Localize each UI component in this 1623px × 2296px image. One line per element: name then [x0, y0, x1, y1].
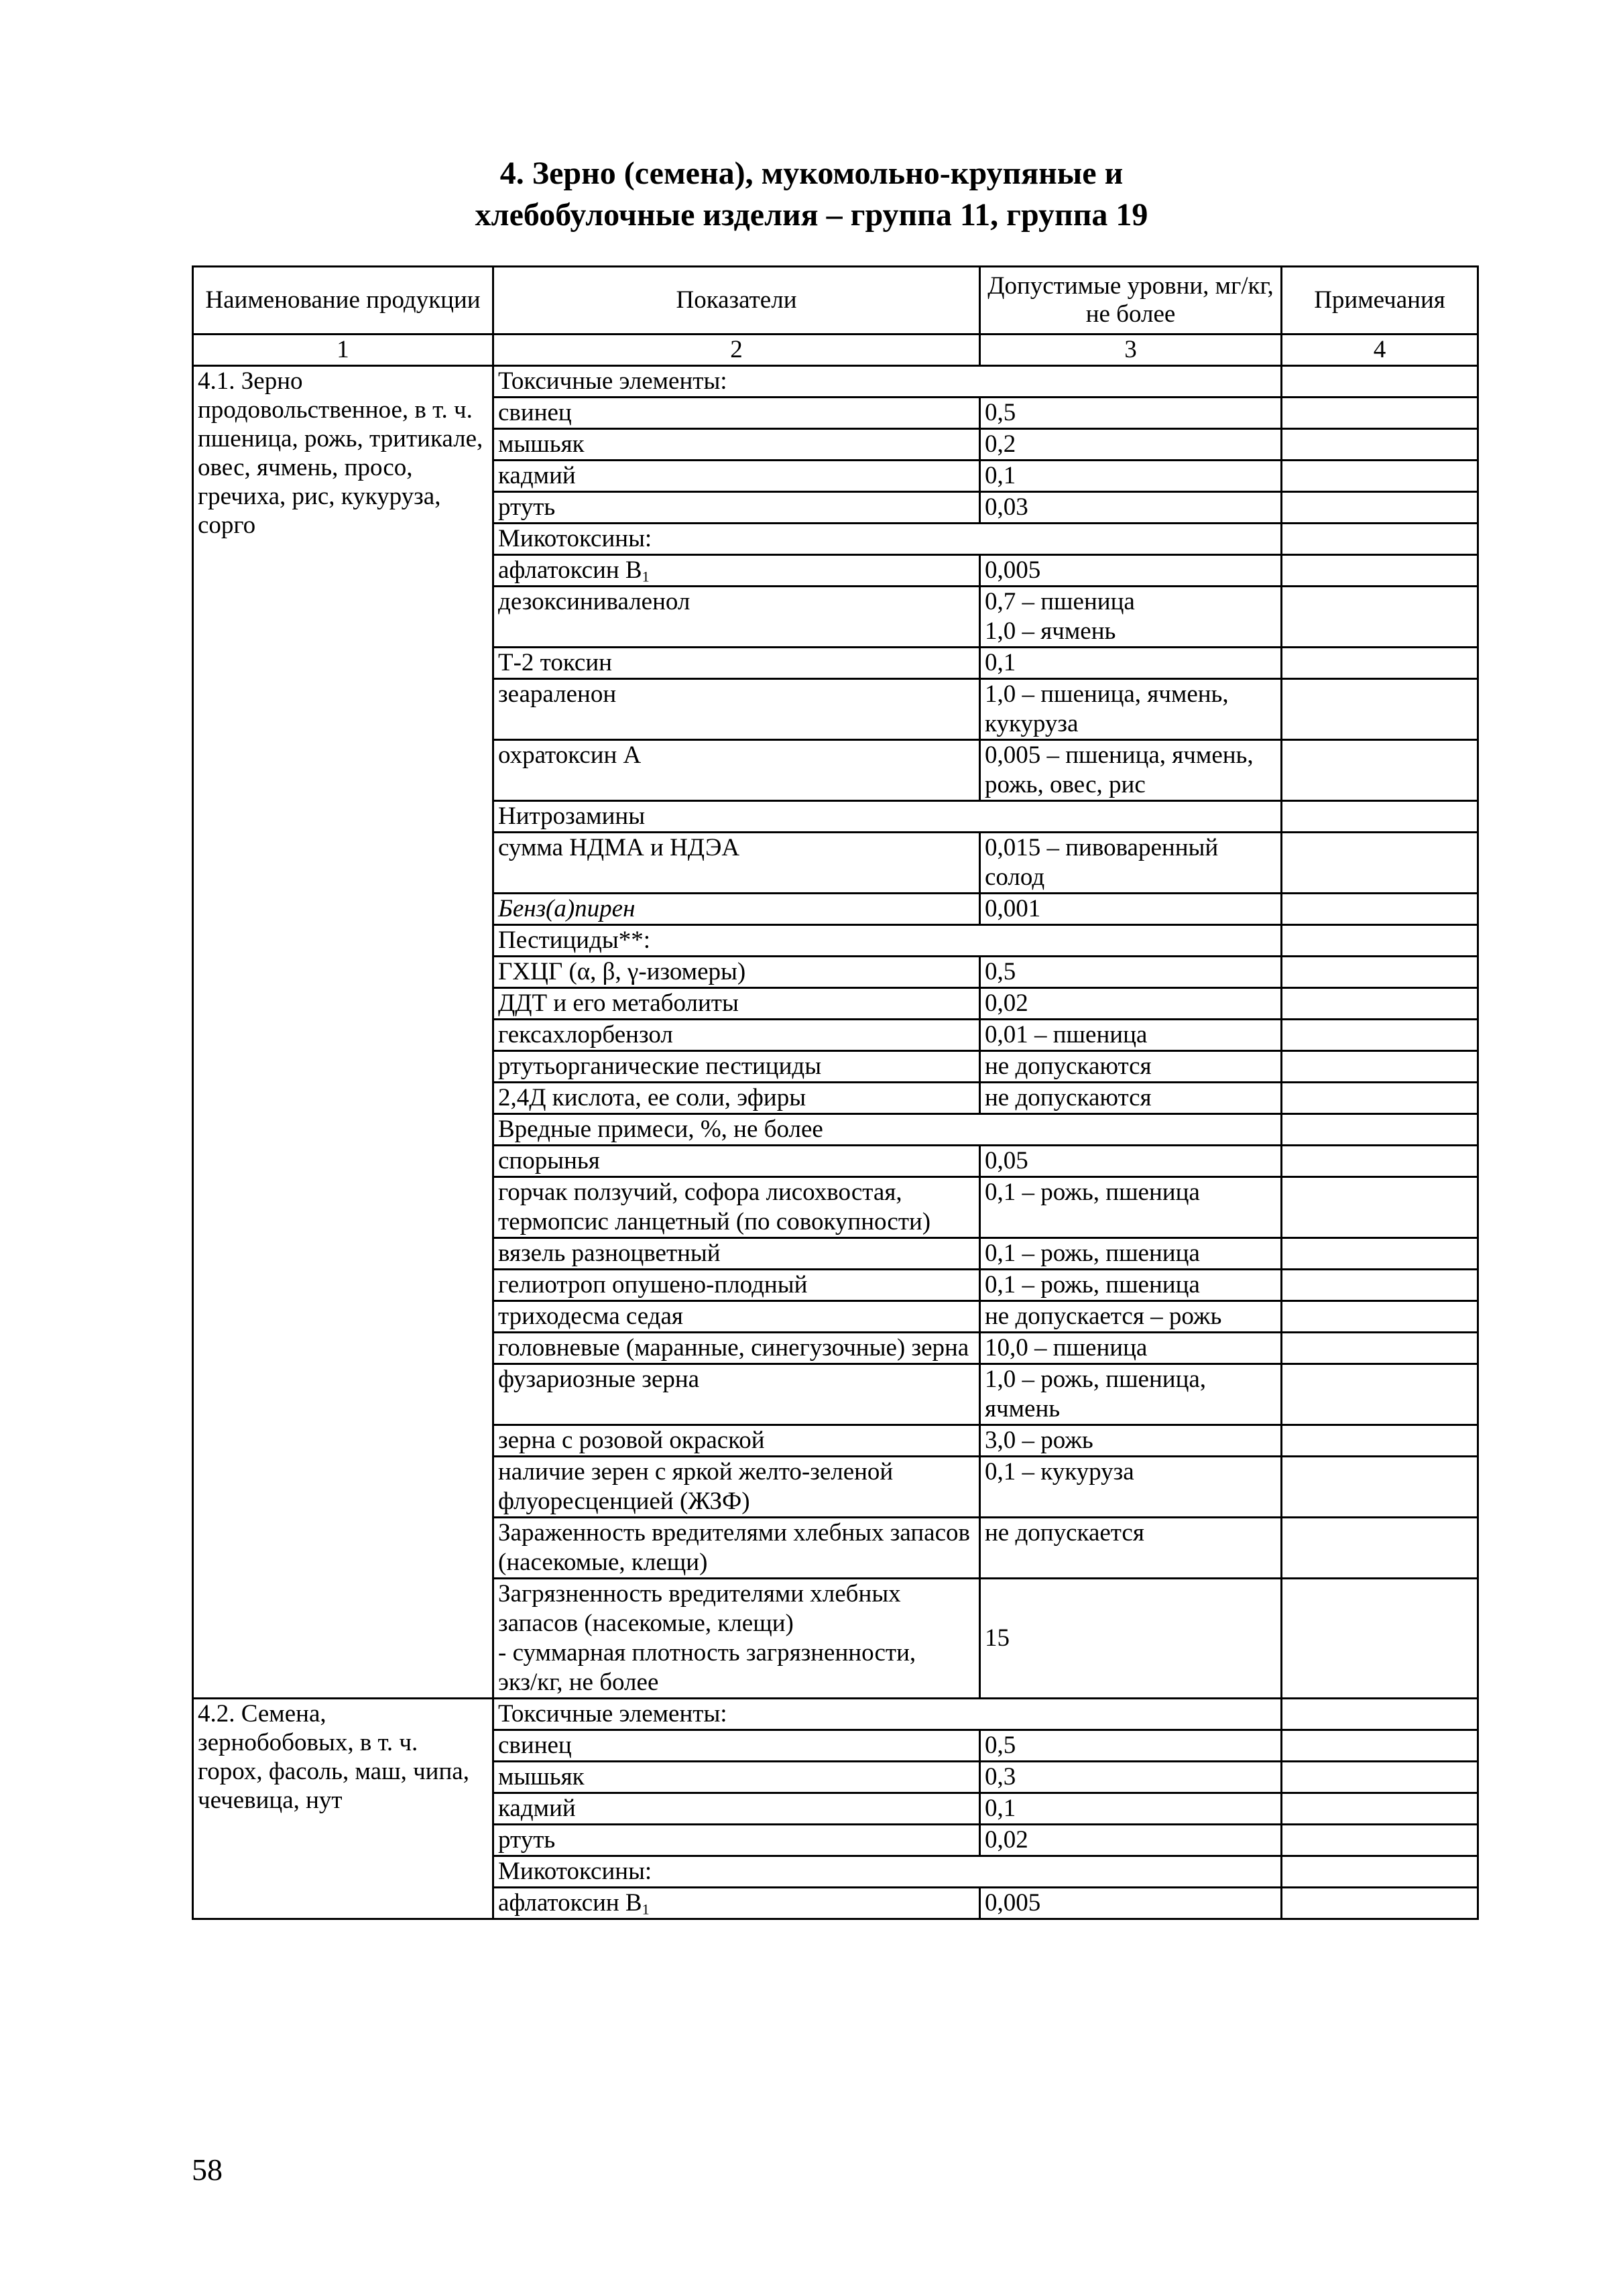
level-value: 0,1	[980, 461, 1282, 492]
notes-cell	[1282, 1888, 1478, 1919]
notes-cell	[1282, 957, 1478, 988]
indicator-cell	[493, 894, 980, 925]
level-value: 0,005	[980, 555, 1282, 587]
notes-cell	[1282, 366, 1478, 398]
indicator-subscript: 1	[642, 1900, 650, 1918]
level-value: 0,03	[980, 492, 1282, 524]
notes-cell	[1282, 925, 1478, 957]
notes-cell	[1282, 1051, 1478, 1083]
section-row	[193, 366, 1478, 398]
notes-cell	[1282, 988, 1478, 1020]
level-value: 0,1 – рожь, пшеница	[980, 1270, 1282, 1301]
notes-cell	[1282, 1270, 1478, 1301]
indicator-cell	[493, 398, 980, 429]
indicator-subscript: 1	[642, 568, 650, 585]
notes-cell	[1282, 555, 1478, 587]
indicator-cell	[493, 555, 980, 587]
column-number: 4	[1282, 335, 1478, 366]
indicator-name: триходесма седая	[498, 1303, 683, 1330]
notes-cell	[1282, 740, 1478, 801]
indicator-cell	[493, 648, 980, 679]
notes-cell	[1282, 1114, 1478, 1146]
section-heading: Микотоксины:	[493, 524, 1282, 555]
title-line-2: хлебобулочные изделия – группа 11, группа 19	[475, 197, 1148, 233]
indicator-name: афлатоксин B	[498, 556, 642, 584]
notes-cell	[1282, 1518, 1478, 1579]
notes-cell	[1282, 492, 1478, 524]
indicator-name: ГХЦГ (α, β, γ-изомеры)	[498, 958, 746, 985]
indicator-cell	[493, 1425, 980, 1457]
indicator-cell	[493, 1177, 980, 1238]
indicator-name: спорынья	[498, 1147, 600, 1174]
indicator-name: зерна с розовой окраской	[498, 1427, 765, 1454]
level-value: 0,5	[980, 957, 1282, 988]
notes-cell	[1282, 524, 1478, 555]
indicator-cell	[493, 679, 980, 740]
notes-cell	[1282, 894, 1478, 925]
indicator-name: ртуть	[498, 1826, 556, 1854]
level-value: 1,0 – пшеница, ячмень, кукуруза	[980, 679, 1282, 740]
indicator-cell	[493, 1825, 980, 1856]
level-value: 1,0 – рожь, пшеница, ячмень	[980, 1364, 1282, 1425]
notes-cell	[1282, 833, 1478, 894]
page-number: 58	[192, 2153, 223, 2187]
indicator-cell	[493, 1457, 980, 1518]
column-number: 2	[493, 335, 980, 366]
indicator-cell	[493, 492, 980, 524]
indicator-name: фузариозные зерна	[498, 1366, 700, 1393]
indicator-name: головневые (маранные, синегузочные) зерна	[498, 1334, 969, 1362]
product-name: 4.2. Семена, зернобобовых, в т. ч. горох, фасоль, маш, чипа, чечевица, нут	[193, 1699, 493, 1919]
indicator-cell	[493, 1888, 980, 1919]
column-number: 1	[193, 335, 493, 366]
notes-cell	[1282, 1856, 1478, 1888]
indicator-name: свинец	[498, 1732, 572, 1759]
notes-cell	[1282, 1762, 1478, 1793]
indicator-cell	[493, 833, 980, 894]
level-value: 0,005 – пшеница, ячмень, рожь, овес, рис	[980, 740, 1282, 801]
section-row	[193, 1699, 1478, 1730]
indicator-cell	[493, 1051, 980, 1083]
level-value: 10,0 – пшеница	[980, 1333, 1282, 1364]
level-value: 0,1 – рожь, пшеница	[980, 1238, 1282, 1270]
indicator-name: ДДТ и его метаболиты	[498, 989, 739, 1017]
indicator-name: зеараленон	[498, 680, 617, 708]
level-value: не допускается	[980, 1518, 1282, 1579]
level-value: 0,1 – кукуруза	[980, 1457, 1282, 1518]
notes-cell	[1282, 1020, 1478, 1051]
indicator-name: кадмий	[498, 1795, 576, 1822]
section-heading: Токсичные элементы:	[493, 366, 1282, 398]
notes-cell	[1282, 1825, 1478, 1856]
level-value: 0,5	[980, 398, 1282, 429]
indicator-cell	[493, 1579, 980, 1699]
notes-cell	[1282, 1333, 1478, 1364]
norms-table	[192, 265, 1479, 1920]
indicator-cell	[493, 1364, 980, 1425]
notes-cell	[1282, 679, 1478, 740]
indicator-name: дезоксиниваленол	[498, 588, 690, 615]
title-line-1: 4. Зерно (семена), мукомольно-крупяные и	[499, 156, 1124, 191]
product-name: 4.1. Зерно продовольственное, в т. ч. пшеница, рожь, тритикале, овес, ячмень, просо, гречиха, рис, кукуруза, сорго	[193, 366, 493, 1699]
header-product: Наименование продукции	[193, 267, 493, 335]
indicator-name: Зараженность вредителями хлебных запасов (насекомые, клещи)	[498, 1519, 970, 1576]
indicator-cell	[493, 1083, 980, 1114]
level-value: 0,1	[980, 1793, 1282, 1825]
level-value: 0,05	[980, 1146, 1282, 1177]
level-value: 0,005	[980, 1888, 1282, 1919]
notes-cell	[1282, 1146, 1478, 1177]
level-value: не допускается – рожь	[980, 1301, 1282, 1333]
indicator-name: мышьяк	[498, 1763, 585, 1791]
indicator-cell	[493, 1762, 980, 1793]
indicator-cell	[493, 1238, 980, 1270]
notes-cell	[1282, 461, 1478, 492]
indicator-name: сумма НДМА и НДЭА	[498, 834, 740, 861]
indicator-cell	[493, 1793, 980, 1825]
level-value: не допускаются	[980, 1051, 1282, 1083]
notes-cell	[1282, 648, 1478, 679]
notes-cell	[1282, 1425, 1478, 1457]
level-value: не допускаются	[980, 1083, 1282, 1114]
header-row	[193, 267, 1478, 335]
level-value: 3,0 – рожь	[980, 1425, 1282, 1457]
indicator-name: Бенз(а)пирен	[498, 895, 636, 922]
indicator-cell	[493, 429, 980, 461]
header-levels: Допустимые уровни, мг/кг, не более	[980, 267, 1282, 335]
notes-cell	[1282, 1177, 1478, 1238]
level-value: 0,3	[980, 1762, 1282, 1793]
header-indicators: Показатели	[493, 267, 980, 335]
indicator-cell	[493, 587, 980, 648]
table-body	[193, 366, 1478, 1919]
indicator-cell	[493, 1333, 980, 1364]
notes-cell	[1282, 1301, 1478, 1333]
indicator-cell	[493, 740, 980, 801]
indicator-name: гексахлорбензол	[498, 1021, 673, 1048]
page-title	[0, 153, 1623, 236]
indicator-cell	[493, 461, 980, 492]
notes-cell	[1282, 1730, 1478, 1762]
notes-cell	[1282, 1083, 1478, 1114]
indicator-name: 2,4Д кислота, ее соли, эфиры	[498, 1084, 806, 1111]
indicator-cell	[493, 1301, 980, 1333]
indicator-name: ртутьорганические пестициды	[498, 1052, 822, 1080]
indicator-name: вязель разноцветный	[498, 1240, 721, 1267]
indicator-name: гелиотроп опушено-плодный	[498, 1271, 808, 1298]
indicator-cell	[493, 957, 980, 988]
level-value: 0,7 – пшеница 1,0 – ячмень	[980, 587, 1282, 648]
indicator-name: наличие зерен с яркой желто-зеленой флуоресценцией (ЖЗФ)	[498, 1458, 894, 1515]
indicator-name: ртуть	[498, 493, 556, 521]
level-value: 0,02	[980, 1825, 1282, 1856]
level-value: 0,015 – пивоваренный солод	[980, 833, 1282, 894]
indicator-name: горчак ползучий, софора лисохвостая, термопсис ланцетный (по совокупности)	[498, 1179, 931, 1235]
notes-cell	[1282, 1457, 1478, 1518]
level-value: 0,5	[980, 1730, 1282, 1762]
notes-cell	[1282, 1238, 1478, 1270]
section-heading: Микотоксины:	[493, 1856, 1282, 1888]
notes-cell	[1282, 398, 1478, 429]
notes-cell	[1282, 429, 1478, 461]
notes-cell	[1282, 1579, 1478, 1699]
indicator-name: свинец	[498, 399, 572, 426]
section-heading: Нитрозамины	[493, 801, 1282, 833]
level-value: 0,02	[980, 988, 1282, 1020]
indicator-name: охратоксин А	[498, 741, 642, 769]
notes-cell	[1282, 1364, 1478, 1425]
indicator-cell	[493, 1020, 980, 1051]
section-heading: Вредные примеси, %, не более	[493, 1114, 1282, 1146]
level-value: 0,001	[980, 894, 1282, 925]
section-heading: Токсичные элементы:	[493, 1699, 1282, 1730]
notes-cell	[1282, 1699, 1478, 1730]
column-number-row	[193, 335, 1478, 366]
level-value: 0,2	[980, 429, 1282, 461]
column-number: 3	[980, 335, 1282, 366]
indicator-cell	[493, 1730, 980, 1762]
level-value: 15	[980, 1579, 1282, 1699]
level-value: 0,1	[980, 648, 1282, 679]
indicator-name: кадмий	[498, 462, 576, 489]
indicator-name: Т-2 токсин	[498, 649, 612, 676]
level-value: 0,1 – рожь, пшеница	[980, 1177, 1282, 1238]
indicator-cell	[493, 1518, 980, 1579]
header-notes: Примечания	[1282, 267, 1478, 335]
indicator-name: мышьяк	[498, 430, 585, 458]
section-heading: Пестициды**:	[493, 925, 1282, 957]
notes-cell	[1282, 1793, 1478, 1825]
indicator-name: афлатоксин B	[498, 1889, 642, 1917]
indicator-name: Загрязненность вредителями хлебных запасов (насекомые, клещи) - суммарная плотность загрязненности, экз/кг, не более	[498, 1580, 916, 1696]
indicator-cell	[493, 1270, 980, 1301]
notes-cell	[1282, 801, 1478, 833]
indicator-cell	[493, 1146, 980, 1177]
notes-cell	[1282, 587, 1478, 648]
level-value: 0,01 – пшеница	[980, 1020, 1282, 1051]
indicator-cell	[493, 988, 980, 1020]
